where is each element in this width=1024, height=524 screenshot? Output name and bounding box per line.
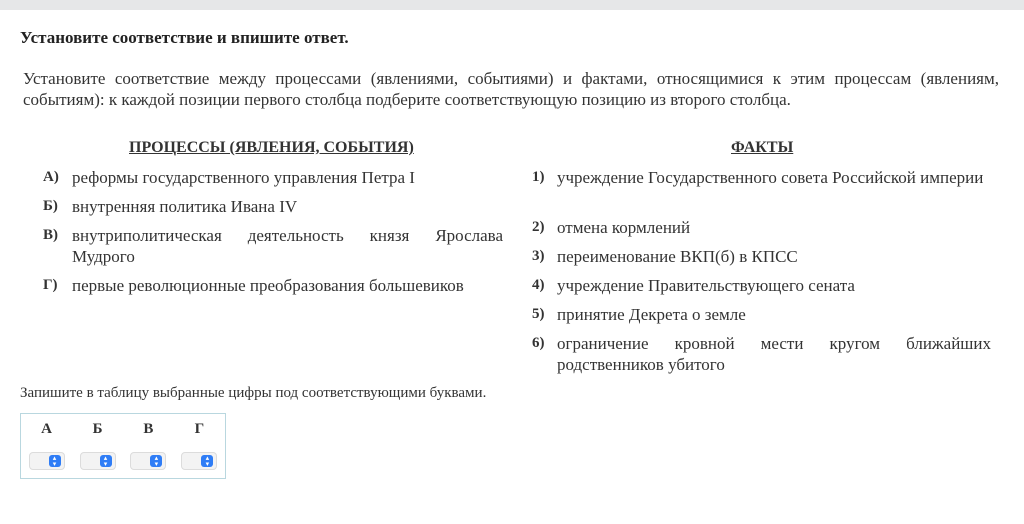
task-heading: Установите соответствие и впишите ответ. — [20, 28, 349, 47]
answer-header-v: В — [143, 420, 154, 437]
answer-header-g: Г — [194, 420, 205, 437]
item-text: принятие Декрета о земле — [557, 305, 746, 324]
right-column-title: ФАКТЫ — [731, 139, 794, 156]
answer-select-g[interactable] — [181, 452, 217, 470]
answer-select-a[interactable] — [29, 452, 65, 470]
answer-cell — [21, 444, 73, 479]
item-mark: 2) — [532, 219, 545, 235]
list-item-6 — [532, 333, 991, 375]
select-stepper-icon: ▴ ▾ — [201, 455, 213, 467]
item-text: внутренняя политика Ивана IV — [72, 197, 298, 216]
answer-header-b: Б — [92, 420, 103, 437]
list-item-3 — [532, 246, 989, 267]
list-item-4 — [532, 275, 989, 296]
select-stepper-icon: ▴ ▾ — [150, 455, 162, 467]
answer-table — [20, 413, 226, 479]
item-mark: 3) — [532, 248, 545, 264]
left-column-title: ПРОЦЕССЫ (ЯВЛЕНИЯ, СОБЫТИЯ) — [129, 139, 414, 156]
item-text: ограничение кровной мести кругом ближайших родственников убитого — [557, 334, 991, 374]
answer-header-a: А — [41, 420, 52, 437]
item-text: переименование ВКП(б) в КПСС — [557, 247, 798, 266]
top-bar — [0, 0, 1024, 10]
answer-instruction: Запишите в таблицу выбранные цифры под соответствующими буквами. — [20, 385, 487, 401]
answer-cell — [123, 444, 174, 479]
list-item-g — [43, 275, 503, 296]
list-item-5 — [532, 304, 989, 325]
list-item-1 — [532, 167, 989, 209]
item-text: учреждение Правительствующего сената — [557, 276, 855, 295]
list-item-v — [43, 225, 503, 267]
item-text: реформы государственного управления Петра I — [72, 168, 415, 187]
item-mark: Г) — [43, 277, 58, 293]
list-item-b — [43, 196, 503, 217]
answer-select-row — [21, 444, 226, 479]
list-item-a — [43, 167, 503, 188]
answer-cell — [174, 444, 226, 479]
item-mark: А) — [43, 169, 59, 185]
item-text: первые революционные преобразования большевиков — [72, 276, 464, 295]
item-mark: 6) — [532, 335, 545, 351]
list-item-2 — [532, 217, 989, 238]
item-mark: 1) — [532, 169, 545, 185]
item-mark: В) — [43, 227, 58, 243]
select-stepper-icon: ▴ ▾ — [100, 455, 112, 467]
item-text: внутриполитическая деятельность князя Ярослава Мудрого — [72, 226, 503, 266]
item-mark: 5) — [532, 306, 545, 322]
item-mark: 4) — [532, 277, 545, 293]
task-intro: Установите соответствие между процессами (явлениями, событиями) и фактами, относящимися к этим процессам (явлениям, событиям): к каждой позиции первого столбца подберите соответствующую позицию из второго столбца. — [23, 69, 999, 109]
item-text: учреждение Государственного совета Российской империи — [557, 168, 984, 187]
answer-select-v[interactable] — [130, 452, 166, 470]
item-mark: Б) — [43, 198, 58, 214]
answer-cell — [72, 444, 123, 479]
answer-select-b[interactable] — [80, 452, 116, 470]
item-text: отмена кормлений — [557, 218, 691, 237]
answer-header-row — [21, 414, 226, 445]
select-stepper-icon: ▴ ▾ — [49, 455, 61, 467]
